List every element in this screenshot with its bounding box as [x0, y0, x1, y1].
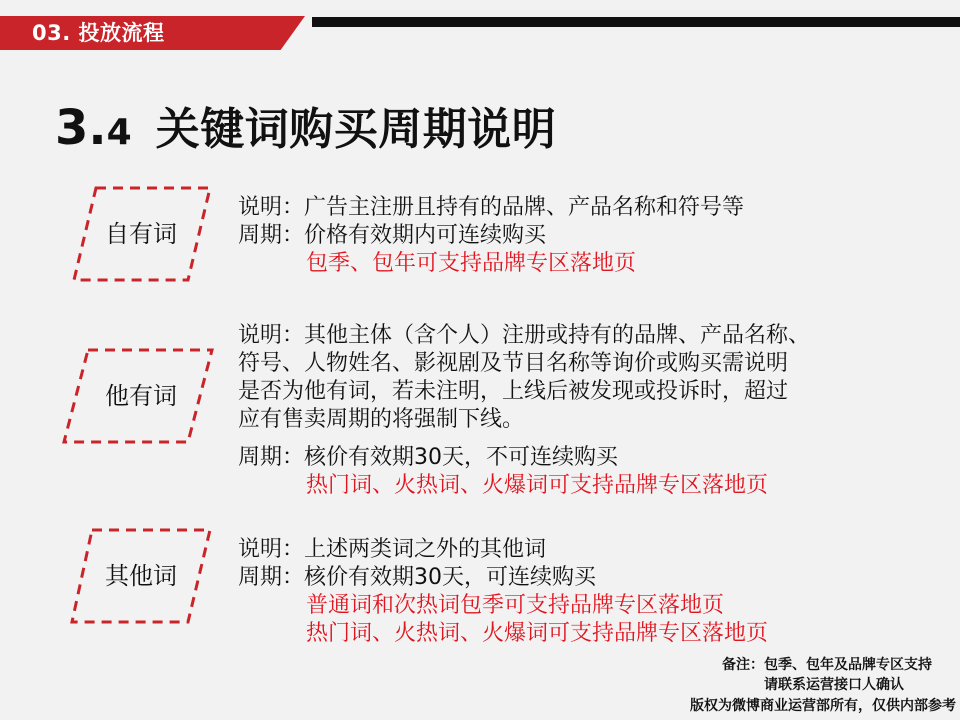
third-party-highlight-line: 热门词、火热词、火爆词可支持品牌专区落地页: [306, 473, 769, 498]
section-tag: 03. 投放流程: [32, 21, 165, 45]
third-party-description-line-3: 是否为他有词，若未注明，上线后被发现或投诉时，超过: [238, 379, 789, 404]
slide-title: [55, 96, 556, 160]
term-box-third-party: [62, 348, 204, 444]
footer-note-line-1: 备注：包季、包年及品牌专区支持: [722, 657, 932, 673]
other-description-line: 说明：上述两类词之外的其他词: [238, 537, 547, 562]
footer-note-line-2: 请联系运营接口人确认: [764, 677, 904, 693]
other-period-line: 周期：核价有效期30天，可连续购买: [238, 565, 596, 590]
owned-highlight-line: 包季、包年可支持品牌专区落地页: [306, 251, 637, 276]
top-divider: [312, 17, 960, 27]
copyright-note: 版权为微博商业运营部所有，仅供内部参考: [690, 698, 956, 714]
other-highlight-line-2: 热门词、火热词、火爆词可支持品牌专区落地页: [306, 621, 769, 646]
term-label-owned: 自有词: [105, 220, 177, 248]
title-text: 关键词购买周期说明: [155, 104, 557, 155]
section-third-party-text: [238, 322, 810, 500]
title-section-number: 3.: [55, 100, 107, 156]
owned-period-line: 周期：价格有效期内可连续购买: [238, 223, 547, 248]
term-label-third-party: 他有词: [105, 382, 177, 410]
third-party-period-line: 周期：核价有效期30天，不可连续购买: [238, 445, 618, 470]
other-highlight-line-1: 普通词和次热词包季可支持品牌专区落地页: [306, 593, 725, 618]
section-owned-text: [238, 194, 744, 278]
term-label-other: 其他词: [105, 562, 177, 590]
section-other-text: [238, 536, 768, 648]
term-box-other: [70, 528, 212, 624]
owned-description-line: 说明：广告主注册且持有的品牌、产品名称和符号等: [238, 195, 745, 220]
third-party-description-line-1: 说明：其他主体（含个人）注册或持有的品牌、产品名称、: [238, 323, 811, 348]
third-party-description-line-4: 应有售卖周期的将强制下线。: [238, 407, 525, 432]
title-subsection-number: 4: [106, 112, 132, 153]
third-party-description-line-2: 符号、人物姓名、影视剧及节目名称等询价或购买需说明: [238, 351, 789, 376]
term-box-owned: [70, 186, 212, 282]
